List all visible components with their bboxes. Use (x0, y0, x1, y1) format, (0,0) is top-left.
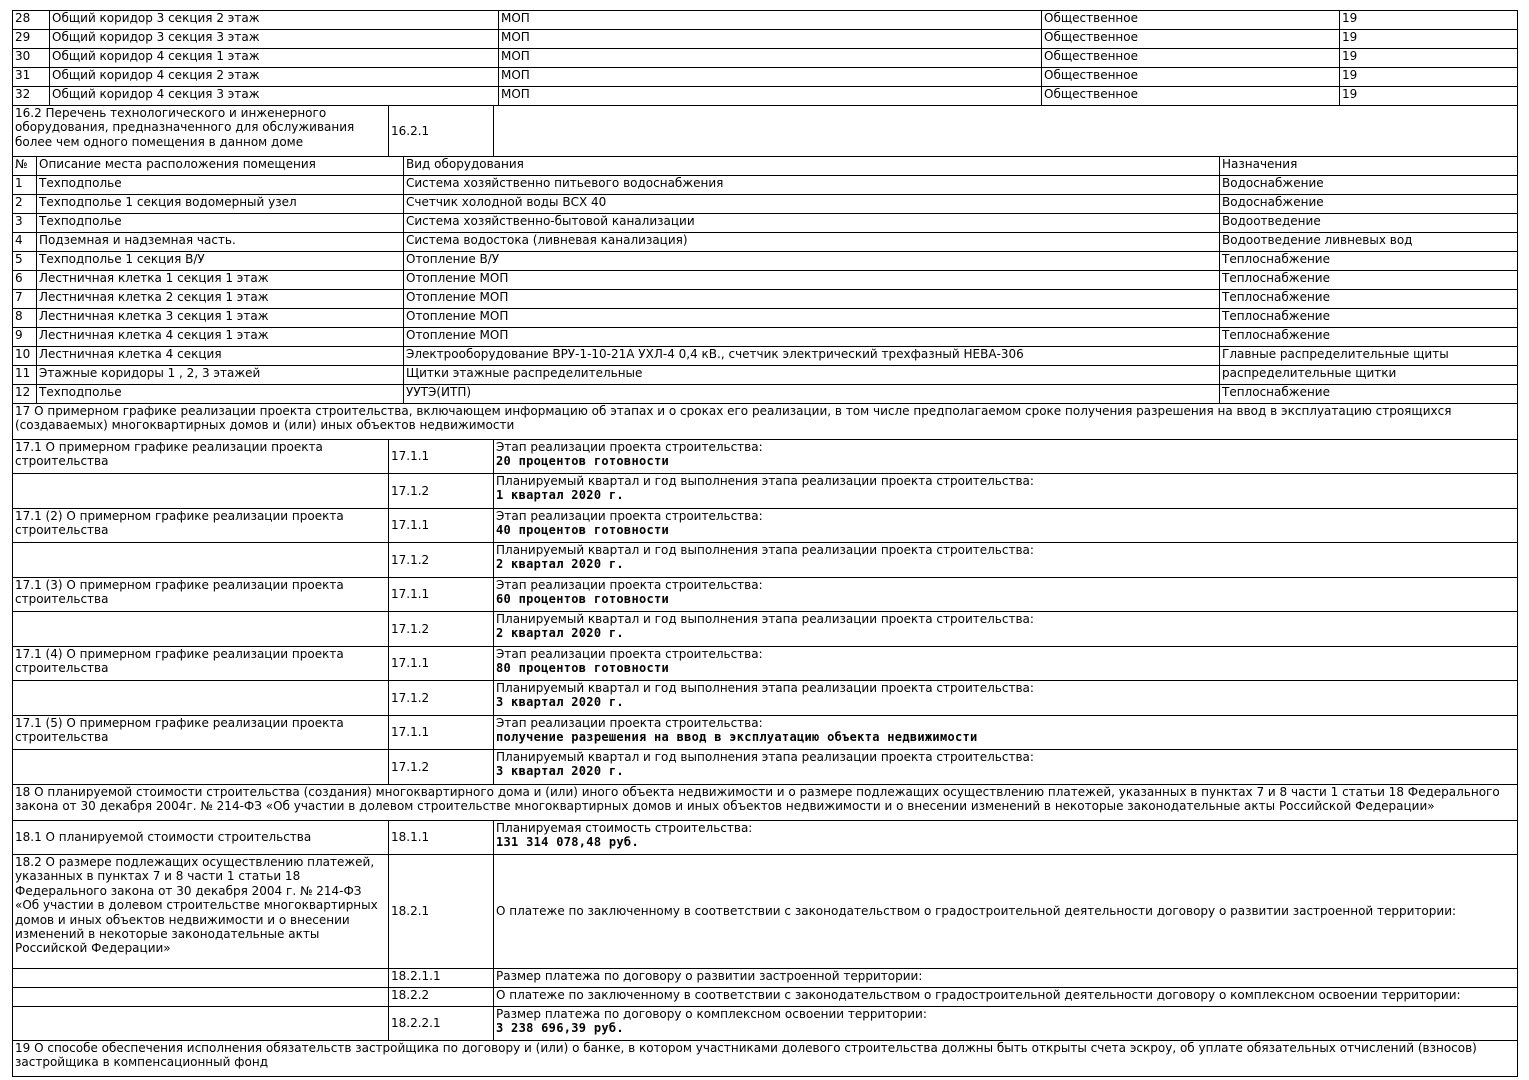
stage-value: получение разрешения на ввод в эксплуатацию объекта недвижимости (496, 730, 978, 745)
quarter-value: 2 квартал 2020 г. (496, 626, 624, 641)
table-row (13, 716, 1518, 750)
row-number: 29 (13, 30, 50, 49)
equipment-type: Система водостока (ливневая канализация) (404, 233, 1220, 252)
cost-code: 18.1.1 (389, 821, 494, 855)
equipment-purpose: Теплоснабжение (1220, 309, 1518, 328)
schedule-code: 17.1.1 (389, 440, 494, 474)
equipment-type: Отопление МОП (404, 309, 1220, 328)
table-row (13, 385, 1518, 404)
schedule-stage-cell (494, 647, 1518, 681)
schedule-code: 17.1.1 (389, 647, 494, 681)
quarter-value: 3 квартал 2020 г. (496, 764, 624, 779)
equipment-purpose: Теплоснабжение (1220, 328, 1518, 347)
stage-value: 60 процентов готовности (496, 592, 670, 607)
stage-label: Этап реализации проекта строительства: (496, 716, 763, 730)
equipment-purpose: Главные распределительные щиты (1220, 347, 1518, 366)
cost-title: 18.1 О планируемой стоимости строительства (13, 821, 389, 855)
schedule-title: 17.1 (4) О примерном графике реализации проекта строительства (13, 647, 389, 681)
equipment-location: Техподполье (37, 176, 404, 195)
equipment-location: Лестничная клетка 3 секция 1 этаж (37, 309, 404, 328)
schedule-title: 17.1 О примерном графике реализации проекта строительства (13, 440, 389, 474)
schedule-code: 17.1.2 (389, 543, 494, 578)
table-row (13, 347, 1518, 366)
equipment-type: УУТЭ(ИТП) (404, 385, 1220, 404)
equipment-location: Лестничная клетка 4 секция (37, 347, 404, 366)
schedule-quarter-cell (494, 543, 1518, 578)
row-number: 10 (13, 347, 37, 366)
schedule-title-empty (13, 681, 389, 716)
stage-value: 40 процентов готовности (496, 523, 670, 538)
table-row (13, 855, 1518, 969)
payments-sub1-text: Размер платежа по договору о развитии застроенной территории: (494, 969, 1518, 988)
premise-type: МОП (499, 68, 1042, 87)
premise-name: Общий коридор 4 секция 3 этаж (50, 87, 499, 106)
schedule-code: 17.1.1 (389, 716, 494, 750)
table-row (13, 233, 1518, 252)
premise-area: 19 (1340, 11, 1518, 30)
cost-cell (494, 821, 1518, 855)
payments-sub3-code: 18.2.2.1 (389, 1007, 494, 1041)
table-row (13, 578, 1518, 612)
premise-type: МОП (499, 30, 1042, 49)
table-row (13, 49, 1518, 68)
schedule-code: 17.1.2 (389, 474, 494, 509)
equipment-header-location: Описание места расположения помещения (37, 157, 404, 176)
payments-sub2-title-empty (13, 988, 389, 1007)
premise-area: 19 (1340, 30, 1518, 49)
equipment-header-type: Вид оборудования (404, 157, 1220, 176)
equipment-location: Техподполье (37, 214, 404, 233)
schedule-quarter-cell (494, 750, 1518, 785)
table-row (13, 290, 1518, 309)
quarter-label: Планируемый квартал и год выполнения этапа реализации проекта строительства: (496, 612, 1034, 626)
schedule-stage-cell (494, 578, 1518, 612)
table-row (13, 271, 1518, 290)
equipment-location: Техподполье (37, 385, 404, 404)
table-row (13, 1007, 1518, 1041)
payments-code: 18.2.1 (389, 855, 494, 969)
schedule-code: 17.1.1 (389, 509, 494, 543)
schedule-title: 17.1 (2) О примерном графике реализации проекта строительства (13, 509, 389, 543)
row-number: 6 (13, 271, 37, 290)
payments-sub2-code: 18.2.2 (389, 988, 494, 1007)
payments-sub3-value: 3 238 696,39 руб. (496, 1021, 624, 1036)
equipment-location: Техподполье 1 секция водомерный узел (37, 195, 404, 214)
equipment-location: Подземная и надземная часть. (37, 233, 404, 252)
table-row (13, 612, 1518, 647)
premise-purpose: Общественное (1042, 49, 1340, 68)
quarter-label: Планируемый квартал и год выполнения этапа реализации проекта строительства: (496, 543, 1034, 557)
premise-area: 19 (1340, 87, 1518, 106)
table-row (13, 988, 1518, 1007)
schedule-code: 17.1.2 (389, 612, 494, 647)
row-number: 30 (13, 49, 50, 68)
row-number: 1 (13, 176, 37, 195)
schedule-stage-cell (494, 509, 1518, 543)
premise-type: МОП (499, 87, 1042, 106)
equipment-location: Этажные коридоры 1 , 2, 3 этажей (37, 366, 404, 385)
equipment-type: Щитки этажные распределительные (404, 366, 1220, 385)
row-number: 3 (13, 214, 37, 233)
schedule-stage-cell (494, 440, 1518, 474)
equipment-location: Техподполье 1 секция В/У (37, 252, 404, 271)
schedule-title: 17.1 (5) О примерном графике реализации проекта строительства (13, 716, 389, 750)
equipment-purpose: Теплоснабжение (1220, 385, 1518, 404)
row-number: 12 (13, 385, 37, 404)
quarter-value: 2 квартал 2020 г. (496, 557, 624, 572)
row-number: 2 (13, 195, 37, 214)
premise-name: Общий коридор 3 секция 3 этаж (50, 30, 499, 49)
stage-value: 20 процентов готовности (496, 454, 670, 469)
schedule-quarter-cell (494, 612, 1518, 647)
table-row (13, 969, 1518, 988)
premise-name: Общий коридор 4 секция 2 этаж (50, 68, 499, 87)
stage-label: Этап реализации проекта строительства: (496, 578, 763, 592)
equipment-purpose: Водоснабжение (1220, 176, 1518, 195)
premise-purpose: Общественное (1042, 87, 1340, 106)
row-number: 28 (13, 11, 50, 30)
quarter-value: 1 квартал 2020 г. (496, 488, 624, 503)
table-row (13, 176, 1518, 195)
section-16-2-title: 16.2 Перечень технологического и инженерного оборудования, предназначенного для обслуживания более чем одного помещения в данном доме (13, 106, 389, 157)
equipment-location: Лестничная клетка 4 секция 1 этаж (37, 328, 404, 347)
premise-purpose: Общественное (1042, 68, 1340, 87)
equipment-type: Отопление МОП (404, 328, 1220, 347)
table-row (13, 252, 1518, 271)
premise-type: МОП (499, 11, 1042, 30)
premise-purpose: Общественное (1042, 11, 1340, 30)
equipment-purpose: Водоснабжение (1220, 195, 1518, 214)
equipment-purpose: Теплоснабжение (1220, 290, 1518, 309)
stage-label: Этап реализации проекта строительства: (496, 509, 763, 523)
payments-sub3-label: Размер платежа по договору о комплексном освоении территории: (496, 1007, 927, 1021)
table-row (13, 647, 1518, 681)
equipment-type: Система хозяйственно питьевого водоснабжения (404, 176, 1220, 195)
table-row (13, 681, 1518, 716)
schedule-title-empty (13, 543, 389, 578)
table-row (13, 509, 1518, 543)
schedule-code: 17.1.2 (389, 681, 494, 716)
schedule-quarter-cell (494, 474, 1518, 509)
section-16-2-value (494, 106, 1518, 157)
equipment-type: Отопление МОП (404, 271, 1220, 290)
schedule-title-empty (13, 612, 389, 647)
table-row (13, 68, 1518, 87)
quarter-value: 3 квартал 2020 г. (496, 695, 624, 710)
table-row (13, 328, 1518, 347)
premise-name: Общий коридор 4 секция 1 этаж (50, 49, 499, 68)
table-row (13, 30, 1518, 49)
table-row (13, 309, 1518, 328)
section-16-2 (12, 105, 1518, 157)
row-number: 8 (13, 309, 37, 328)
table-row (13, 87, 1518, 106)
stage-label: Этап реализации проекта строительства: (496, 647, 763, 661)
table-header-row (13, 157, 1518, 176)
premise-purpose: Общественное (1042, 30, 1340, 49)
equipment-location: Лестничная клетка 2 секция 1 этаж (37, 290, 404, 309)
schedule-stage-cell (494, 716, 1518, 750)
table-row (13, 474, 1518, 509)
quarter-label: Планируемый квартал и год выполнения этапа реализации проекта строительства: (496, 681, 1034, 695)
table-row (13, 366, 1518, 385)
equipment-purpose: Водоотведение ливневых вод (1220, 233, 1518, 252)
payments-sub3-title-empty (13, 1007, 389, 1041)
equipment-location: Лестничная клетка 1 секция 1 этаж (37, 271, 404, 290)
stage-value: 80 процентов готовности (496, 661, 670, 676)
row-number: 11 (13, 366, 37, 385)
equipment-type: Отопление В/У (404, 252, 1220, 271)
cost-value: 131 314 078,48 руб. (496, 835, 639, 850)
payments-title: 18.2 О размере подлежащих осуществлению платежей, указанных в пунктах 7 и 8 части 1 статьи 18 Федерального закона от 30 декабря 2004 г. № 214-ФЗ «Об участии в долевом строительстве многоквартирных домов и иных объектов недвижимости и о внесении изменений в некоторые законодательные акты Российской Федерации» (13, 855, 389, 969)
cost-label: Планируемая стоимость строительства: (496, 821, 753, 835)
table-row (13, 214, 1518, 233)
section-17-header: 17 О примерном графике реализации проекта строительства, включающем информацию об этапах и о сроках его реализации, в том числе предполагаемом сроке получения разрешения на ввод в эксплуатацию строящихся (создаваемых) многоквартирных домов и (или) иных объектов недвижимости (13, 404, 1518, 440)
equipment-table (12, 156, 1518, 404)
row-number: 9 (13, 328, 37, 347)
quarter-label: Планируемый квартал и год выполнения этапа реализации проекта строительства: (496, 474, 1034, 488)
payments-sub1-title-empty (13, 969, 389, 988)
equipment-type: Отопление МОП (404, 290, 1220, 309)
table-row (13, 195, 1518, 214)
equipment-purpose: Теплоснабжение (1220, 271, 1518, 290)
schedule-title-empty (13, 750, 389, 785)
equipment-type: Счетчик холодной воды ВСХ 40 (404, 195, 1220, 214)
equipment-type: Система хозяйственно-бытовой канализации (404, 214, 1220, 233)
schedule-title: 17.1 (3) О примерном графике реализации проекта строительства (13, 578, 389, 612)
row-number: 4 (13, 233, 37, 252)
schedule-quarter-cell (494, 681, 1518, 716)
stage-label: Этап реализации проекта строительства: (496, 440, 763, 454)
equipment-header-num: № (13, 157, 37, 176)
payments-sub2-text: О платеже по заключенному в соответствии с законодательством о градостроительной деятельности договору о комплексном освоении территории: (494, 988, 1518, 1007)
row-number: 32 (13, 87, 50, 106)
table-row (13, 821, 1518, 855)
schedule-table (12, 403, 1518, 1077)
section-18-header: 18 О планируемой стоимости строительства (создания) многоквартирного дома и (или) иного объекта недвижимости и о размере подлежащих осуществлению платежей, указанных в пунктах 7 и 8 части 1 статьи 18 Федерального закона от 30 декабря 2004г. № 214-ФЗ «Об участии в долевом строительстве многоквартирных домов и иных объектов недвижимости и о внесении изменений в некоторые законодательные акты Российской Федерации» (13, 785, 1518, 821)
equipment-purpose: распределительные щитки (1220, 366, 1518, 385)
schedule-code: 17.1.2 (389, 750, 494, 785)
table-row (13, 750, 1518, 785)
equipment-purpose: Теплоснабжение (1220, 252, 1518, 271)
premises-table (12, 10, 1518, 106)
equipment-type: Электрооборудование ВРУ-1-10-21А УХЛ-4 0,4 кВ., счетчик электрический трехфазный НЕВА-306 (404, 347, 1220, 366)
row-number: 31 (13, 68, 50, 87)
equipment-purpose: Водоотведение (1220, 214, 1518, 233)
section-16-2-code: 16.2.1 (389, 106, 494, 157)
premise-type: МОП (499, 49, 1042, 68)
table-row (13, 543, 1518, 578)
equipment-header-purpose: Назначения (1220, 157, 1518, 176)
schedule-code: 17.1.1 (389, 578, 494, 612)
premise-area: 19 (1340, 68, 1518, 87)
premise-area: 19 (1340, 49, 1518, 68)
section-19-header: 19 О способе обеспечения исполнения обязательств застройщика по договору и (или) о банке, в котором участниками долевого строительства должны быть открыты счета эскроу, об уплате обязательных отчислений (взносов) застройщика в компенсационный фонд (13, 1041, 1518, 1077)
schedule-title-empty (13, 474, 389, 509)
premise-name: Общий коридор 3 секция 2 этаж (50, 11, 499, 30)
payments-sub3-cell (494, 1007, 1518, 1041)
payments-text: О платеже по заключенному в соответствии с законодательством о градостроительной деятельности договору о развитии застроенной территории: (494, 855, 1518, 969)
table-row (13, 11, 1518, 30)
payments-sub1-code: 18.2.1.1 (389, 969, 494, 988)
quarter-label: Планируемый квартал и год выполнения этапа реализации проекта строительства: (496, 750, 1034, 764)
table-row (13, 440, 1518, 474)
row-number: 7 (13, 290, 37, 309)
row-number: 5 (13, 252, 37, 271)
